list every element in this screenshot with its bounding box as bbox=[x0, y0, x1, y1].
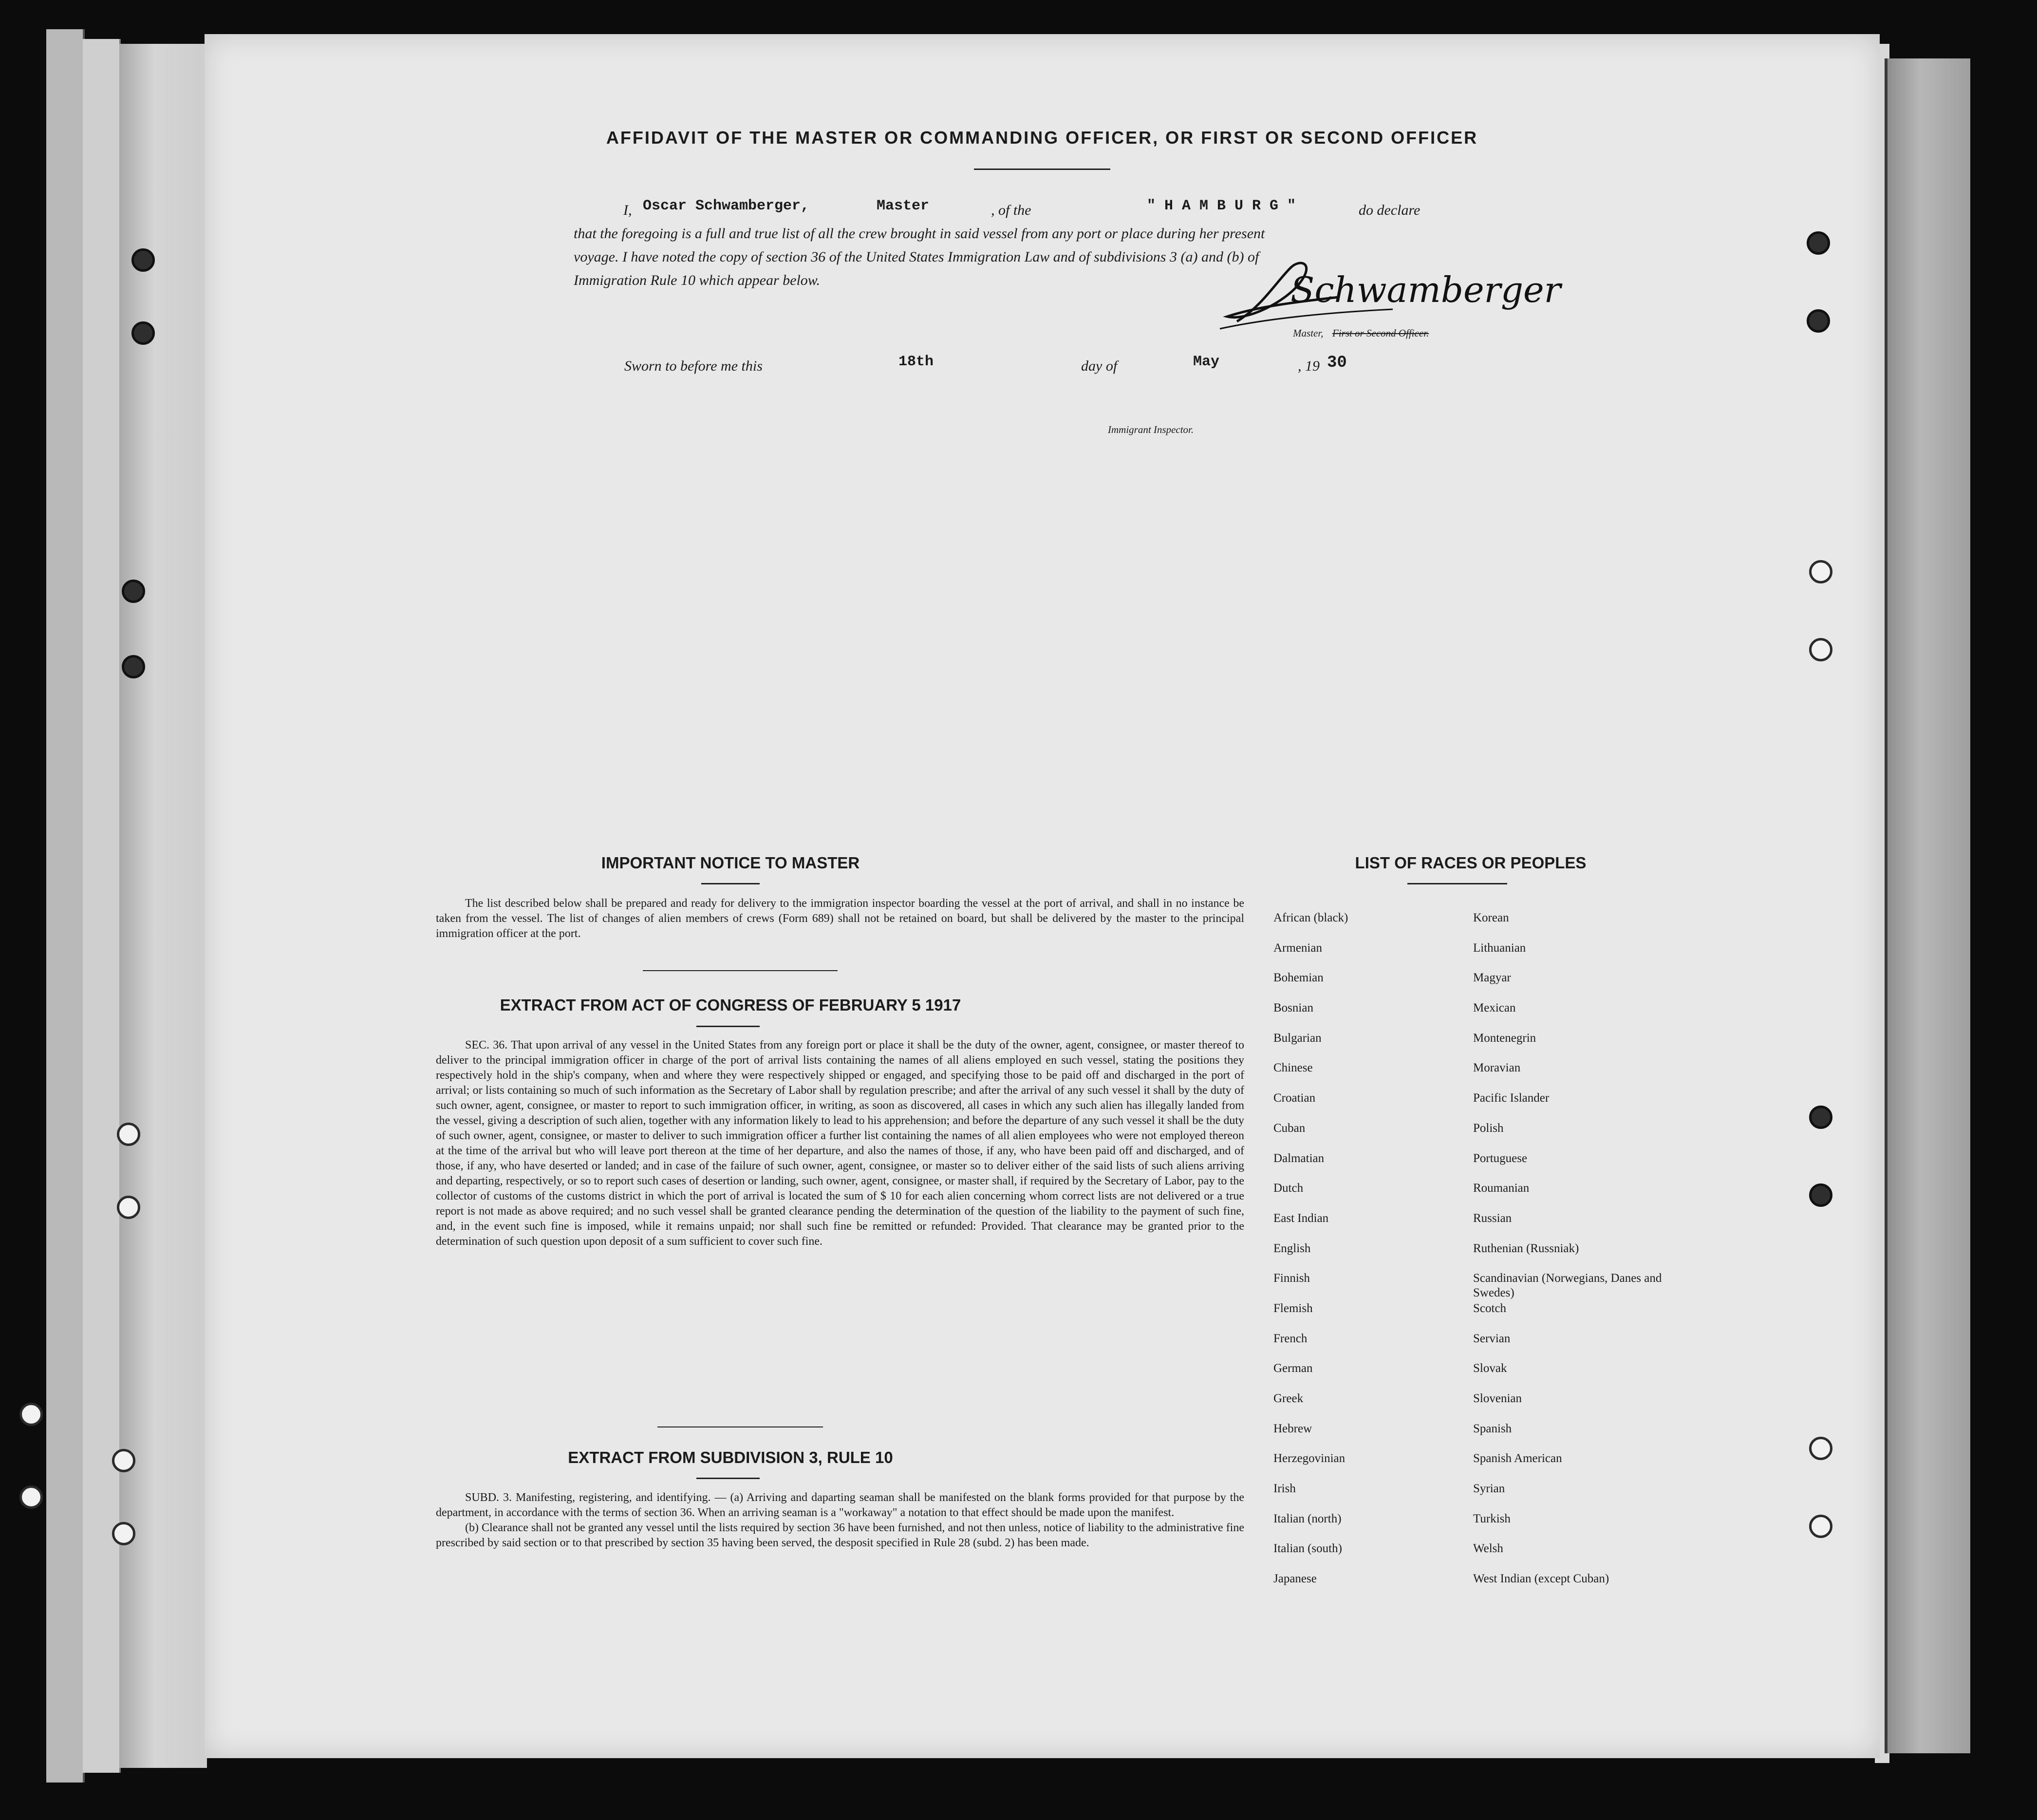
vessel-name: " H A M B U R G " bbox=[1147, 198, 1296, 214]
races-title: LIST OF RACES OR PEOPLES bbox=[1355, 854, 1587, 872]
race-item: Spanish American bbox=[1473, 1452, 1562, 1465]
race-item: Spanish bbox=[1473, 1422, 1512, 1435]
rule-title: EXTRACT FROM SUBDIVISION 3, RULE 10 bbox=[568, 1448, 893, 1466]
race-item: Montenegrin bbox=[1473, 1031, 1536, 1045]
sworn-label: Sworn to before me this bbox=[624, 358, 763, 374]
race-item: Bulgarian bbox=[1273, 1031, 1322, 1045]
races-rule bbox=[1407, 883, 1507, 884]
notice-paragraph: The list described below shall be prepared and ready for delivery to the immigration inspector boarding the vessel at the port of arrival, and shall in no instance be taken from the vessel. The list of changes of alien members of crews (Form 689) shall not be retained on board, but shall be delivered by the master to the principal immigration officer at the port. bbox=[436, 897, 1244, 940]
race-item: Greek bbox=[1273, 1392, 1304, 1405]
race-item: Portuguese bbox=[1473, 1151, 1528, 1165]
declaration-prefix: I, bbox=[623, 202, 632, 218]
race-item: East Indian bbox=[1273, 1211, 1329, 1225]
race-item: Cuban bbox=[1273, 1121, 1306, 1135]
rule-text bbox=[436, 1490, 1244, 1551]
race-item: Scotch bbox=[1473, 1301, 1507, 1315]
binder-hole bbox=[112, 1449, 135, 1472]
inspector-caption: Immigrant Inspector. bbox=[1108, 424, 1194, 435]
race-item: Flemish bbox=[1273, 1301, 1313, 1315]
left-binding-edge bbox=[46, 29, 85, 1782]
signature-text: Schwamberger bbox=[1290, 269, 1561, 310]
race-item: Turkish bbox=[1473, 1512, 1511, 1525]
binder-hole bbox=[131, 248, 155, 272]
race-item: Japanese bbox=[1273, 1572, 1317, 1586]
race-item: Russian bbox=[1473, 1211, 1512, 1225]
race-item: Korean bbox=[1473, 911, 1509, 924]
act-title: EXTRACT FROM ACT OF CONGRESS OF FEBRUARY 5 1917 bbox=[500, 996, 961, 1014]
binder-hole bbox=[1809, 560, 1832, 583]
race-item: African (black) bbox=[1273, 911, 1348, 924]
race-item: German bbox=[1273, 1362, 1313, 1375]
race-item: Pacific Islander bbox=[1473, 1091, 1550, 1105]
notice-title: IMPORTANT NOTICE TO MASTER bbox=[601, 854, 860, 872]
binder-hole bbox=[1809, 638, 1832, 661]
notice-separator bbox=[643, 970, 838, 971]
races-right-column bbox=[1473, 911, 1678, 1602]
of-the-label: , of the bbox=[991, 202, 1031, 218]
race-item: Irish bbox=[1273, 1482, 1296, 1496]
binder-hole bbox=[1807, 231, 1830, 255]
act-paragraph: SEC. 36. That upon arrival of any vessel in the United States from any foreign port or place it shall be the duty of the owner, agent, consignee, or master thereof to deliver to the principal immigration officer in charge of the port of arrival lists containing the names of all aliens employed en such vessel, stating the positions they respectively hold in the ship's company, when and where they were respectively shipped or engaged, and specifying those to be paid off and discharged in the port of arrival; or lists containing so much of such information as the Secretary of Labor shall by regulation prescribe; and after the arrival of any such vessel it shall by the duty of such owner, agent, consignee, or master to report to such immigration officer, in writing, as soon as discovered, all cases in which any such alien has illegally landed from the vessel, giving a description of such alien, together with any information likely to lead to his apprehension; and before the departure of any such vessel it shall be the duty of such owner, agent, consignee, or master to deliver to such immigration officer a further list containing the names of all alien employees who were not employed thereon at the time of the arrival but who will leave port thereon at the time of her departure, and also the names of those, if any, who have been paid off and discharged, and of those, if any, who have deserted or landed; and in case of the failure of such owner, agent, consignee, or master so to deliver either of the said lists of such aliens arriving and departing, respectively, or so to report such cases of desertion or landing, such owner, agent, consignee, or master shall, if required by the Secretary of Labor, pay to the collector of customs of the customs district in which the port of arrival is located the sum of $ 10 for each alien concerning whom correct lists are not delivered or a true report is not made as above required; and no such vessel shall be granted clearance pending the determination of the question of the liability to the payment of such fine, and, in the event such fine is imposed, while it remains unpaid; nor shall such fine be remitted or refunded: Provided. That clearance may be granted prior to the determination of such question upon deposit of a sum sufficient to cover such fine. bbox=[436, 1039, 1244, 1248]
race-item: Moravian bbox=[1473, 1061, 1521, 1075]
rule-rule bbox=[696, 1478, 760, 1479]
race-item: Dalmatian bbox=[1273, 1151, 1325, 1165]
race-item: Finnish bbox=[1273, 1272, 1310, 1285]
binder-hole bbox=[1809, 1183, 1832, 1207]
binder-hole bbox=[1809, 1515, 1832, 1538]
race-item: Servian bbox=[1473, 1332, 1511, 1345]
declaration-line-4: Immigration Rule 10 which appear below. bbox=[574, 272, 821, 288]
affidavit-title: AFFIDAVIT OF THE MASTER OR COMMANDING OFFICER, OR FIRST OR SECOND OFFICER bbox=[606, 128, 1478, 148]
race-item: Slovenian bbox=[1473, 1392, 1522, 1405]
year-prefix: , 19 bbox=[1298, 358, 1320, 374]
manifest-page bbox=[205, 34, 1880, 1758]
notice-rule bbox=[701, 883, 760, 884]
declaration-line-3: voyage. I have noted the copy of section 36 of the United States Immigration Law and of subdivisions 3 (a) and (b) of bbox=[574, 249, 1259, 265]
act-separator bbox=[657, 1426, 823, 1427]
race-item: Italian (south) bbox=[1273, 1542, 1342, 1556]
race-item: Chinese bbox=[1273, 1061, 1313, 1075]
race-item: Croatian bbox=[1273, 1091, 1316, 1105]
sworn-month: May bbox=[1193, 354, 1220, 370]
title-underline bbox=[974, 169, 1110, 170]
binder-hole bbox=[122, 655, 145, 678]
rule-paragraph-b: (b) Clearance shall not be granted any vessel until the lists required by section 36 have been furnished, and not then unless, notice of liability to the administrative fine prescribed by said section or to that prescribed by section 35 having been served, the desposit specified in Rule 28 (subd. 2) has been made. bbox=[436, 1521, 1244, 1549]
race-item: Polish bbox=[1473, 1121, 1504, 1135]
binder-hole bbox=[112, 1522, 135, 1545]
race-item: Hebrew bbox=[1273, 1422, 1312, 1435]
sworn-day: 18th bbox=[898, 354, 934, 370]
race-item: West Indian (except Cuban) bbox=[1473, 1572, 1609, 1586]
left-page-stack bbox=[119, 44, 207, 1768]
race-item: Welsh bbox=[1473, 1542, 1503, 1556]
master-signature bbox=[1217, 248, 1561, 336]
binder-hole bbox=[19, 1403, 43, 1426]
race-item: Dutch bbox=[1273, 1182, 1304, 1195]
race-item: Herzegovinian bbox=[1273, 1452, 1346, 1465]
binder-hole bbox=[122, 580, 145, 603]
do-declare-label: do declare bbox=[1359, 202, 1420, 218]
race-item: Slovak bbox=[1473, 1362, 1507, 1375]
binder-hole bbox=[117, 1123, 140, 1146]
race-item: Italian (north) bbox=[1273, 1512, 1342, 1525]
act-rule bbox=[696, 1026, 760, 1027]
race-item: Syrian bbox=[1473, 1482, 1505, 1496]
binder-hole bbox=[1809, 1106, 1832, 1129]
race-item: Mexican bbox=[1473, 1001, 1516, 1015]
race-item: French bbox=[1273, 1332, 1308, 1345]
race-item: English bbox=[1273, 1241, 1311, 1255]
declaration-line-2: that the foregoing is a full and true list of all the crew brought in said vessel from any port or place during her present bbox=[574, 225, 1265, 242]
rule-paragraph-a: SUBD. 3. Manifesting, registering, and identifying. — (a) Arriving and daparting seaman shall be manifested on the blank forms provided for that purpose by the department, in accordance with the terms of section 36. When an arriving seaman is a "workaway" a notation to that effect should be made upon the manifest. bbox=[436, 1491, 1244, 1519]
day-of-label: day of bbox=[1081, 358, 1118, 374]
race-item: Scandinavian (Norwegians, Danes and Swedes) bbox=[1473, 1272, 1662, 1300]
signature-caption-master: Master, bbox=[1293, 327, 1324, 339]
binder-hole bbox=[131, 321, 155, 345]
signature-caption-officer: First or Second Officer. bbox=[1332, 327, 1429, 339]
binder-hole bbox=[117, 1196, 140, 1219]
master-name: Oscar Schwamberger, bbox=[643, 198, 810, 214]
binder-hole bbox=[1807, 309, 1830, 333]
officer-rank: Master bbox=[877, 198, 930, 214]
notice-text bbox=[436, 896, 1244, 941]
sworn-year: 30 bbox=[1327, 354, 1347, 372]
left-page-edge bbox=[83, 39, 121, 1773]
right-page-stack bbox=[1885, 58, 1970, 1753]
race-item: Roumanian bbox=[1473, 1182, 1530, 1195]
binder-hole bbox=[19, 1485, 43, 1509]
race-item: Armenian bbox=[1273, 941, 1322, 955]
race-item: Ruthenian (Russniak) bbox=[1473, 1241, 1579, 1255]
binder-hole bbox=[1809, 1437, 1832, 1460]
act-text bbox=[436, 1038, 1244, 1249]
race-item: Magyar bbox=[1473, 971, 1511, 985]
race-item: Bosnian bbox=[1273, 1001, 1313, 1015]
race-item: Bohemian bbox=[1273, 971, 1324, 985]
races-left-column bbox=[1273, 911, 1458, 1602]
race-item: Lithuanian bbox=[1473, 941, 1526, 955]
